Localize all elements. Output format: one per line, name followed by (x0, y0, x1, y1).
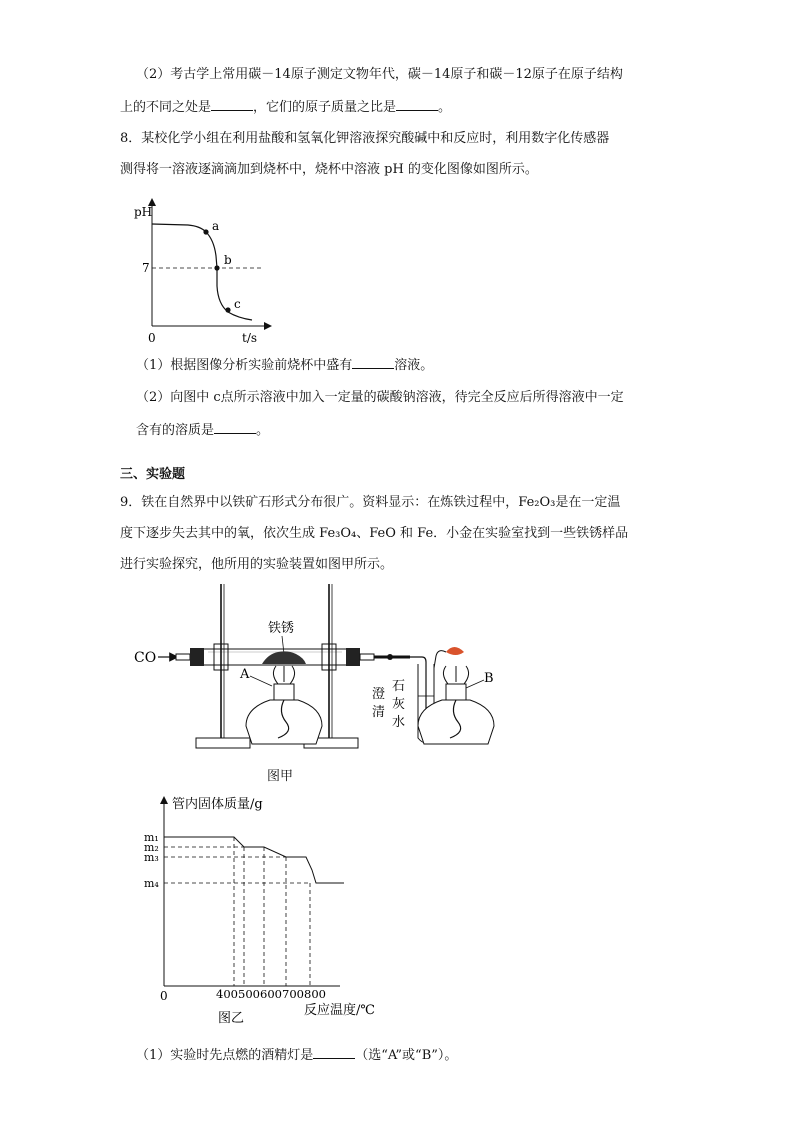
limewater-char: 清 (372, 705, 386, 720)
lamp-b-flame (443, 666, 468, 684)
ph-label-c: c (234, 297, 241, 311)
ph-point-a (203, 229, 208, 234)
answer-blank[interactable] (352, 356, 394, 369)
q9-sub1 (136, 1046, 457, 1065)
mass-x-tick: 500 (238, 987, 260, 1001)
mass-tick-m4: m₄ (144, 877, 159, 890)
answer-blank[interactable] (313, 1046, 355, 1059)
q8-sub1 (136, 356, 433, 375)
mass-tick-m3: m₃ (144, 851, 159, 864)
q7-part2-text-b: ，它们的原子质量之比是 (253, 100, 397, 115)
mass-x-tick: 400 (216, 987, 238, 1001)
q8-stem-line2: 测得将一溶液逐滴滴加到烧杯中，烧杯中溶液 pH 的变化图像如图所示。 (120, 162, 538, 177)
figure-a-caption: 图甲 (267, 769, 294, 784)
ph-chart (128, 196, 278, 352)
lamp-a-flame (273, 666, 294, 684)
q8-sub2-text-b: 。 (256, 423, 270, 438)
limewater-char: 澄 (372, 687, 386, 702)
q9-stem-line3: 进行实验探究，他所用的实验装置如图甲所示。 (120, 557, 394, 572)
lamp-a-body (246, 700, 322, 744)
co-label: CO (134, 650, 157, 666)
limewater-char: 水 (392, 715, 406, 730)
q7-part2-text-a: 上的不同之处是 (120, 100, 212, 115)
q9-stem-line1: 9．铁在自然界中以铁矿石形式分布很广。资料显示：在炼铁过程中，Fe₂O₃是在一定温 (120, 495, 621, 510)
right-stopper (346, 648, 360, 666)
lamp-a-pointer (250, 676, 272, 686)
q8-sub2-text-a: 含有的溶质是 (136, 423, 215, 438)
figure-b-caption: 图乙 (218, 1011, 245, 1026)
lamp-b-cap (446, 684, 466, 700)
ph-ref-value: 7 (142, 261, 150, 275)
q7-part2-text-c: 。 (438, 100, 452, 115)
lamp-a-cap (274, 684, 294, 700)
q8-sub1-text-a: （1）根据图像分析实验前烧杯中盛有 (136, 358, 353, 373)
ph-y-label: pH (134, 205, 153, 219)
mass-tick-m2: m₂ (144, 841, 159, 854)
inlet-tube (176, 654, 190, 660)
mass-tick-m1: m₁ (144, 831, 159, 844)
q7-part2-line1: （2）考古学上常用碳－14原子测定文物年代，碳－14原子和碳－12原子在原子结构 (136, 67, 623, 82)
answer-blank[interactable] (214, 421, 256, 434)
lamp-b-pointer (466, 680, 484, 688)
ph-label-a: a (212, 219, 220, 233)
ph-x-label: t/s (242, 331, 258, 345)
exhaust-tube (434, 651, 446, 668)
rust-pointer (282, 636, 284, 654)
q9-stem-line2: 度下逐步失去其中的氧，依次生成 Fe₃O₄、FeO 和 Fe．小金在实验室找到一些铁锈样品 (120, 526, 629, 541)
answer-blank[interactable] (396, 98, 438, 111)
mass-x-tick: 600 (260, 987, 282, 1001)
limewater-char: 灰 (392, 697, 406, 712)
q8-sub2-line2 (136, 421, 269, 440)
rubber-link-joint (387, 654, 393, 660)
limewater-char: 石 (392, 679, 406, 694)
ph-point-c (225, 307, 230, 312)
q9-sub1-text-a: （1）实验时先点燃的酒精灯是 (136, 1048, 314, 1063)
rust-pile (262, 651, 306, 664)
mass-chart (140, 790, 400, 1034)
lamp-b-body (418, 700, 494, 744)
q8-stem-line1: 8．某校化学小组在利用盐酸和氢氧化钾溶液探究酸碱中和反应时，利用数字化传感器 (120, 131, 610, 146)
mass-origin: 0 (160, 989, 168, 1003)
mass-y-label: 管内固体质量/g (172, 797, 263, 812)
mass-x-tick: 800 (304, 987, 326, 1001)
ph-label-b: b (224, 253, 232, 267)
answer-blank[interactable] (211, 98, 253, 111)
ph-origin: 0 (148, 331, 156, 345)
q8-sub2-line1: （2）向图中 c点所示溶液中加入一定量的碳酸钠溶液，待完全反应后所得溶液中一定 (136, 390, 624, 405)
rust-label: 铁锈 (268, 621, 295, 636)
mass-x-label: 反应温度/℃ (304, 1003, 375, 1018)
left-stopper (190, 648, 204, 666)
outlet-tube (360, 654, 374, 660)
q8-sub1-text-b: 溶液。 (394, 358, 434, 373)
mass-curve (164, 837, 344, 883)
lamp-a-label: A (240, 667, 250, 682)
left-stand-base (196, 738, 250, 748)
q7-part2-line2 (120, 98, 451, 117)
section-title: 三、实验题 (120, 467, 186, 482)
ph-point-b (214, 265, 219, 270)
mass-x-tick: 700 (282, 987, 304, 1001)
lamp-b-label: B (484, 671, 494, 686)
apparatus-diagram (128, 582, 508, 754)
q9-sub1-text-b: （选“A”或“B”）。 (355, 1048, 458, 1063)
exhaust-flame (446, 647, 464, 655)
